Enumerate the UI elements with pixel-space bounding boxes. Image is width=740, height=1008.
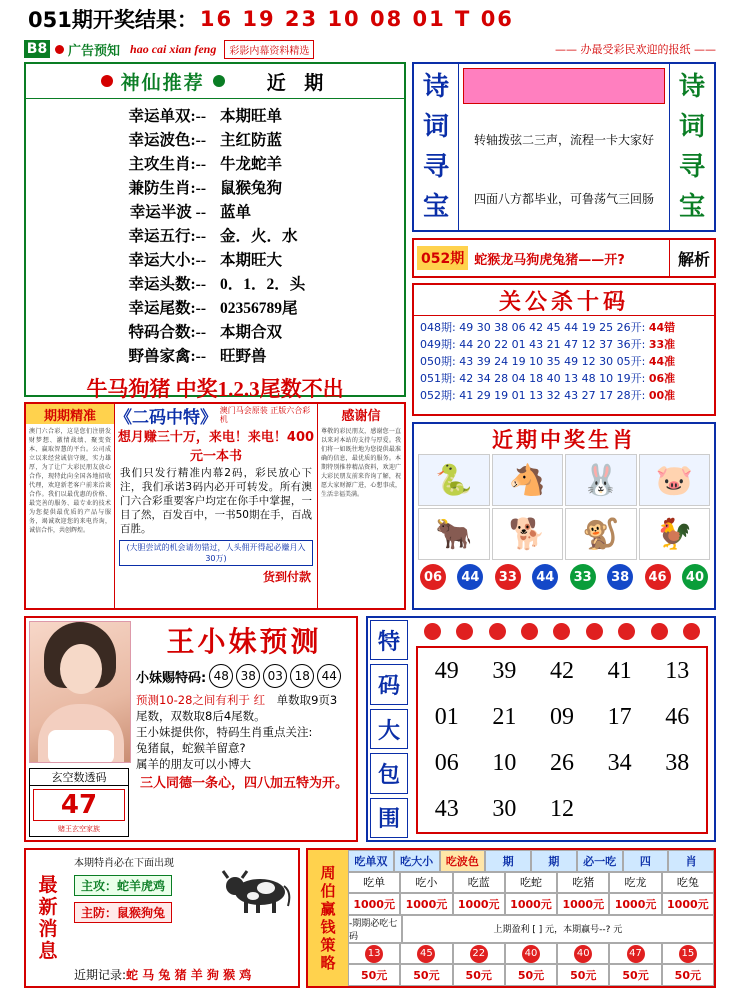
number-ball: 46 [645, 564, 671, 590]
vertical-char: 包 [370, 753, 408, 793]
select-label[interactable]: 彩影内幕资料精选 [224, 40, 314, 59]
news-panel [24, 848, 300, 988]
row-key: 幸运五行:-- [128, 228, 206, 245]
row-key: 主攻生肖:-- [128, 156, 206, 173]
history-text: 050期: 43 39 24 19 10 35 49 12 30 05开: [420, 355, 646, 368]
vertical-char: 策 [320, 936, 336, 954]
recommend-footer: 牛马狗猪 中奖1.2.3尾数不出 [86, 377, 344, 401]
grid-number: 46 [665, 703, 690, 730]
animal-cell: 🐕 [492, 508, 564, 560]
number-ball: 13 [365, 945, 383, 963]
number-ball: 44 [532, 564, 558, 590]
ad-label: 广告预知 [68, 43, 121, 59]
history-result: 44准 [648, 355, 676, 368]
ad-right-text: 尊敬的彩民朋友，感谢您一直以来对本站的支持与厚爱。我们将一如既往地为您提供最准确的信息，最优质的服务。本期特别推荐精品资料，欢迎广大彩民朋友前来咨询了解，祝愿大家财源广进，心想事成，生活幸福美满。 [321, 428, 401, 498]
b8-badge: B8 [24, 40, 50, 58]
ad-center-line2: 想月赚三十万，来电！来电！400元一本书 [117, 430, 315, 464]
vertical-char: 大 [370, 709, 408, 749]
table-cell: 1000元 [505, 893, 557, 915]
ball-row [414, 560, 714, 590]
list-item [26, 103, 404, 127]
grid-number: 06 [434, 749, 459, 776]
ad-center-note: (大胆尝试的机会请勿错过，人头佣开得起必赚月入30万) [119, 540, 313, 566]
red-dot-icon [489, 623, 506, 640]
table-cell: 50元 [662, 964, 714, 986]
row-key: 兼防生肖:-- [128, 180, 206, 197]
grid-number: 01 [434, 703, 459, 730]
poem-line: 四面八方都毕业，可鲁荡气三回肠 [473, 192, 654, 206]
vertical-char: 最 [38, 874, 58, 896]
row-value: 本期旺单 [220, 108, 283, 125]
list-item [420, 336, 708, 353]
list-item [26, 127, 404, 151]
table-row [348, 943, 714, 965]
red-dot-icon [586, 623, 603, 640]
ad-center-title: 《二码中特》 [115, 407, 217, 428]
news-content [70, 850, 298, 986]
poem-lines [459, 108, 669, 230]
poem-char: 宝 [678, 192, 705, 222]
table-cell: 1000元 [453, 893, 505, 915]
zhoubo-table [348, 850, 714, 986]
animal-cell: 🐷 [639, 454, 711, 506]
row-value: 鼠猴兔狗 [220, 180, 283, 197]
number-ball: 22 [470, 945, 488, 963]
ad-center-body: 我们只发行精准内幕2码，彩民放心下注，我们承诺3码内必开可转发。所有澳门六合彩重要客户均定在你手中掌握，一目了然，百发百中，一书50期在手，百战百胜。 [120, 467, 312, 535]
list-item [26, 151, 404, 175]
animal-row-2 [414, 508, 714, 560]
pred-line-1b: 单数取9页3 [276, 693, 338, 707]
poem-char: 词 [422, 112, 449, 142]
table-header-cell: 肖 [668, 850, 714, 872]
poem-char: 诗 [678, 72, 705, 102]
news-attack-tag: 主攻：蛇羊虎鸡 [74, 875, 172, 896]
red-dot-icon [101, 75, 113, 87]
table-row [348, 872, 714, 894]
table-cell: 吃龙 [609, 872, 661, 894]
issue-panel [412, 238, 716, 278]
table-cell [348, 943, 400, 965]
grid-number: 26 [549, 749, 574, 776]
vertical-char: 略 [320, 954, 336, 972]
animal-cell: 🐰 [565, 454, 637, 506]
vertical-char: 息 [38, 940, 58, 962]
list-item [26, 223, 404, 247]
vertical-char: 特 [370, 620, 408, 660]
clothes-shape [48, 730, 114, 763]
table-cell: 吃猪 [557, 872, 609, 894]
row-value: 蓝单 [220, 204, 252, 221]
record-value: 蛇 马 兔 猪 羊 狗 猴 鸡 [126, 968, 252, 982]
row-value: 旺野兽 [220, 348, 267, 365]
record-label: 近期记录: [74, 968, 127, 982]
row-value: 主红防蓝 [220, 132, 283, 149]
row-value: 本期旺大 [220, 252, 283, 269]
table-cell: 50元 [609, 964, 661, 986]
animal-cell: 🐂 [418, 508, 490, 560]
ad-left-text: 澳门六合彩，这是您们注册发财梦想、激情战绩、聚变资本、赢取智慧的平台。公司成立以来经营诚信守规，实力雄厚，为了让广大彩民朋友放心合作，现特此向全国各地招收代理，欢迎新老客户前来洽谈合作。我们以最优惠的价格、最完善的服务、最专业的技术为您提供最优质的产品与服务，竭诚欢迎您的来电咨询，诚信合作，共创辉煌。 [29, 428, 111, 534]
red-dot-icon [521, 623, 538, 640]
list-item [26, 295, 404, 319]
grid-number: 12 [549, 795, 574, 822]
poem-right-chars [670, 64, 714, 230]
bullet-icon [55, 45, 64, 54]
row-key: 幸运半波 -- [129, 204, 206, 221]
ad-center-stamp: 货到付款 [262, 570, 311, 584]
list-item [26, 343, 404, 367]
recommend-header [26, 64, 404, 99]
ad-left-title: 期期精准 [26, 404, 114, 424]
table-cell [400, 943, 452, 965]
table-cell [662, 943, 714, 965]
list-item [26, 175, 404, 199]
pred-line-4: 兔猪鼠，蛇猴羊留意? [136, 741, 246, 755]
grid-number: 10 [492, 749, 517, 776]
bigrange-panel [366, 616, 716, 842]
issue-badge: 052期 [417, 246, 468, 270]
list-item [420, 387, 708, 404]
vertical-char: 新 [38, 896, 58, 918]
number-ball: 45 [417, 945, 435, 963]
poem-char: 寻 [678, 152, 705, 182]
ad-right [317, 404, 404, 608]
table-row [348, 915, 714, 943]
table-cell: 1000元 [557, 893, 609, 915]
number-ball: 40 [574, 945, 592, 963]
list-item [26, 271, 404, 295]
zhoubo-vertical-label [308, 850, 348, 986]
wangxiaomei-title: 王小妹预测 [166, 627, 322, 658]
news-record [74, 966, 251, 983]
table-header-cell: 期 [531, 850, 577, 872]
recommend-rows [26, 99, 404, 367]
table-header-cell: 必一吃 [577, 850, 623, 872]
table-cell: 吃蓝 [453, 872, 505, 894]
winning-numbers: 16 19 23 10 08 01 T 06 [199, 7, 514, 31]
vertical-char: 消 [38, 918, 58, 940]
green-dot-icon [213, 75, 225, 87]
number-ball: 40 [682, 564, 708, 590]
xuankong-number: 47 [33, 789, 125, 821]
prediction-text [136, 692, 352, 772]
grid-number: 17 [607, 703, 632, 730]
number-ball: 44 [457, 564, 483, 590]
bigrange-vertical-label [368, 618, 410, 840]
grid-number: 21 [492, 703, 517, 730]
grid-number: 43 [434, 795, 459, 822]
news-vertical-label [26, 850, 70, 986]
page-title: 051期开奖结果： [28, 8, 198, 32]
winzodiac-title: 近期中奖生肖 [492, 428, 636, 452]
history-result: 00准 [648, 389, 676, 402]
number-ball: 40 [522, 945, 540, 963]
history-result: 06准 [648, 372, 676, 385]
table-cell: 50元 [557, 964, 609, 986]
animal-cell: 🐴 [492, 454, 564, 506]
ad-left [26, 404, 115, 608]
table-cell [453, 943, 505, 965]
history-text: 051期: 42 34 28 04 18 40 13 48 10 19开: [420, 372, 646, 385]
red-dot-icon [553, 623, 570, 640]
row-value: 金．火．水 [220, 228, 298, 245]
list-item [420, 370, 708, 387]
guangong-panel [412, 283, 716, 416]
row-key: 幸运单双:-- [128, 108, 206, 125]
xuankong-sub: 赌王玄空家族 [58, 825, 100, 833]
animal-cell: 🐓 [639, 508, 711, 560]
header-line [0, 0, 740, 38]
news-defend-tag: 主防：鼠猴狗兔 [74, 902, 172, 923]
row-key: 幸运大小:-- [128, 252, 206, 269]
number-chip: 03 [263, 664, 287, 688]
grid-number: 39 [492, 657, 517, 684]
table-cell: 1000元 [400, 893, 452, 915]
animal-cell: 🐍 [418, 454, 490, 506]
cow-icon [220, 866, 294, 914]
row-key: 野兽家禽:-- [128, 348, 206, 365]
history-result: 44错 [648, 321, 676, 334]
recommend-title: 神仙推荐 [120, 71, 205, 94]
pred-line-5: 属羊的朋友可以小博大 [136, 757, 251, 771]
dots-row [410, 618, 714, 644]
number-ball: 33 [570, 564, 596, 590]
table-cell: 1000元 [662, 893, 714, 915]
wangxiaomei-numbers [136, 664, 352, 688]
ad-center-header [115, 404, 317, 426]
table-cell: 50元 [400, 964, 452, 986]
grid-number: 09 [549, 703, 574, 730]
number-chip: 18 [290, 664, 314, 688]
zhoubo-panel [306, 848, 716, 988]
ads-panel [24, 402, 406, 610]
table-header-cell: 吃单双 [348, 850, 394, 872]
row-value: 02356789尾 [220, 300, 298, 317]
winzodiac-panel [412, 422, 716, 610]
row-value: 牛龙蛇羊 [220, 156, 283, 173]
poem-char: 宝 [422, 192, 449, 222]
sub-header-bar [24, 38, 716, 60]
poem-char: 诗 [422, 72, 449, 102]
history-text: 049期: 44 20 22 01 43 21 47 12 37 36开: [420, 338, 646, 351]
table-header-cell: 四 [623, 850, 669, 872]
red-dot-icon [651, 623, 668, 640]
table-cell [609, 943, 661, 965]
welcome-text: —— 办最受彩民欢迎的报纸 —— [555, 43, 716, 56]
table-header-cell: 吃波色 [440, 850, 486, 872]
pinyin-label: hao cai xian feng [130, 41, 217, 56]
animal-row-1 [414, 454, 714, 506]
list-item [26, 199, 404, 223]
pred-line-2: 尾数，双数取8后4尾数。 [136, 709, 266, 723]
number-ball: 33 [495, 564, 521, 590]
winzodiac-header [414, 424, 714, 454]
table-cell: 吃兔 [662, 872, 714, 894]
bigrange-content [410, 618, 714, 840]
table-cell: 50元 [348, 964, 400, 986]
numbers-label: 小妹赐特码: [136, 670, 207, 686]
number-ball: 38 [607, 564, 633, 590]
ad-right-title: 感谢信 [318, 404, 404, 424]
poem-panel [412, 62, 716, 232]
table-header-cell: 期 [485, 850, 531, 872]
grid-number: 30 [492, 795, 517, 822]
red-dot-icon [683, 623, 700, 640]
table-cell: -期期必吃七码 [348, 915, 402, 943]
grid-number: 34 [607, 749, 632, 776]
number-chip: 44 [317, 664, 341, 688]
recommend-panel [24, 62, 406, 401]
wangxiaomei-panel [24, 616, 358, 842]
table-row [348, 964, 714, 986]
poem-center [458, 64, 670, 230]
table-row [348, 893, 714, 915]
wangxiaomei-photo-col [26, 618, 132, 840]
poem-line: 转轴拨弦二三声，流程一卡大家好 [473, 133, 654, 147]
ad-center-subtitle: 澳门马会原装 正版六合彩机 [219, 406, 311, 424]
number-grid [416, 646, 708, 834]
red-dot-icon [618, 623, 635, 640]
red-dot-icon [456, 623, 473, 640]
grid-number: 13 [665, 657, 690, 684]
row-value: 本期合双 [220, 324, 283, 341]
row-key: 幸运尾数:-- [128, 300, 206, 317]
table-row [348, 850, 714, 872]
table-cell: 50元 [505, 964, 557, 986]
xuankong-box [29, 768, 129, 837]
list-item [26, 247, 404, 271]
table-cell: 1000元 [609, 893, 661, 915]
list-item [420, 353, 708, 370]
list-item [420, 319, 708, 336]
row-key: 幸运头数:-- [128, 276, 206, 293]
avatar [29, 621, 131, 763]
number-chip: 38 [236, 664, 260, 688]
table-cell [505, 943, 557, 965]
xuankong-title: 玄空数透码 [30, 769, 128, 786]
number-ball: 15 [679, 945, 697, 963]
grid-number: 41 [607, 657, 632, 684]
table-cell: 吃单 [348, 872, 400, 894]
guangong-header [414, 285, 714, 316]
table-cell: 吃蛇 [505, 872, 557, 894]
row-key: 特码合数:-- [128, 324, 206, 341]
grid-number: 42 [549, 657, 574, 684]
pred-line-1: 预测10-28之间有利于 红 [136, 693, 266, 707]
table-cell: 上期盈利 [ ] 元，本期赢号--? 元 [402, 915, 714, 943]
pink-banner [463, 68, 665, 104]
analysis-button[interactable]: 解析 [669, 240, 710, 276]
vertical-char: 周 [320, 864, 336, 882]
table-cell: 吃小 [400, 872, 452, 894]
row-key: 幸运波色:-- [128, 132, 206, 149]
history-text: 052期: 41 29 19 01 13 32 43 27 17 28开: [420, 389, 646, 402]
table-header-cell: 吃大小 [394, 850, 440, 872]
animal-cell: 🐒 [565, 508, 637, 560]
history-result: 33准 [648, 338, 676, 351]
wangxiaomei-content [132, 618, 356, 840]
table-cell: 50元 [453, 964, 505, 986]
guangong-title: 关公杀十码 [498, 289, 629, 315]
vertical-char: 赢 [320, 900, 336, 918]
wangxiaomei-footer: 三人同德一条心，四八加五特为开。 [139, 776, 348, 791]
list-item [26, 319, 404, 343]
table-cell: 1000元 [348, 893, 400, 915]
face-shape [60, 644, 102, 694]
grid-number: 38 [665, 749, 690, 776]
poem-left-chars [414, 64, 458, 230]
guangong-list [414, 316, 714, 407]
poem-char: 词 [678, 112, 705, 142]
poem-char: 寻 [422, 152, 449, 182]
ad-center [115, 404, 317, 608]
issue-text: 蛇猴龙马狗虎兔猪——开? [474, 252, 625, 268]
vertical-char: 钱 [320, 918, 336, 936]
vertical-char: 围 [370, 798, 408, 838]
number-chip: 48 [209, 664, 233, 688]
number-ball: 06 [420, 564, 446, 590]
history-text: 048期: 49 30 38 06 42 45 44 19 25 26开: [420, 321, 646, 334]
pred-line-3: 王小妹提供你，特码生肖重点关注: [136, 725, 313, 739]
grid-number: 49 [434, 657, 459, 684]
recommend-subtitle: 近 期 [266, 71, 330, 94]
number-ball: 47 [627, 945, 645, 963]
row-value: 0．1．2．头 [220, 276, 306, 293]
red-dot-icon [424, 623, 441, 640]
vertical-char: 伯 [320, 882, 336, 900]
table-cell [557, 943, 609, 965]
vertical-char: 码 [370, 664, 408, 704]
news-note: 本期特肖必在下面出现 [74, 858, 174, 869]
